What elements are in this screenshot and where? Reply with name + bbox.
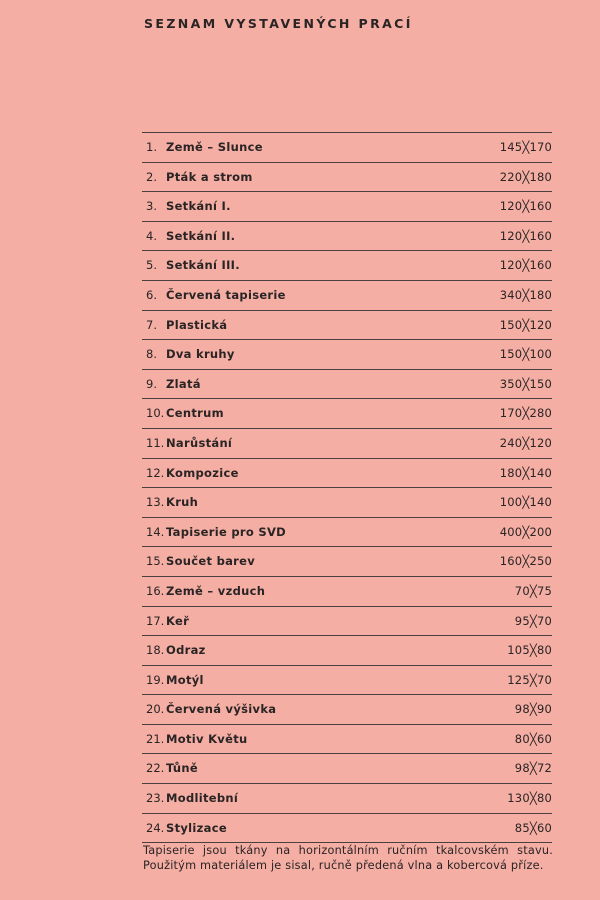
list-item	[142, 695, 552, 725]
list-item	[142, 370, 552, 400]
item-number: 3.	[146, 199, 157, 214]
list-item	[142, 163, 552, 193]
list-item	[142, 281, 552, 311]
list-item	[142, 725, 552, 755]
item-size: 170╳280	[499, 406, 552, 421]
item-size: 340╳180	[499, 287, 552, 302]
item-title: Motiv Květu	[166, 731, 248, 746]
item-number: 15.	[146, 554, 165, 569]
item-title: Tůně	[166, 761, 198, 776]
item-size: 180╳140	[499, 465, 552, 480]
list-item	[142, 607, 552, 637]
item-title: Narůstání	[166, 435, 233, 450]
list-item	[142, 311, 552, 341]
item-title: Odraz	[166, 643, 206, 658]
item-size: 145╳170	[499, 140, 552, 154]
item-number: 12.	[146, 465, 165, 480]
item-number: 4.	[146, 228, 157, 243]
list-item	[142, 399, 552, 429]
item-number: 8.	[146, 347, 157, 362]
item-title: Centrum	[166, 406, 224, 421]
item-size: 105╳80	[507, 643, 552, 658]
list-item	[142, 429, 552, 459]
item-size: 95╳70	[514, 613, 552, 628]
list-item	[142, 666, 552, 696]
item-size: 80╳60	[514, 731, 552, 746]
list-item	[142, 459, 552, 489]
item-title: Setkání II.	[166, 228, 236, 243]
item-size: 98╳90	[514, 702, 552, 717]
item-title: Setkání III.	[166, 258, 240, 273]
item-title: Modlitební	[166, 791, 239, 806]
item-title: Plastická	[166, 317, 228, 332]
item-size: 70╳75	[514, 583, 552, 598]
item-number: 19.	[146, 672, 165, 687]
item-number: 14.	[146, 524, 165, 539]
item-number: 24.	[146, 820, 165, 835]
footnote: Tapiserie jsou tkány na horizontálním ručním tkalcovském stavu. Použitým materiálem je sisal, ručně předená vlna a kobercová příze.	[143, 844, 553, 872]
list-item	[142, 133, 552, 163]
item-title: Země – vzduch	[166, 583, 266, 598]
item-size: 150╳120	[499, 317, 552, 332]
item-title: Kompozice	[166, 465, 239, 480]
list-item	[142, 636, 552, 666]
list-item	[142, 784, 552, 814]
item-number: 6.	[146, 287, 157, 302]
list-item	[142, 488, 552, 518]
list-item	[142, 814, 552, 844]
item-number: 7.	[146, 317, 157, 332]
list-item	[142, 251, 552, 281]
item-title: Keř	[166, 613, 190, 628]
item-title: Červená tapiserie	[166, 287, 286, 302]
item-number: 2.	[146, 169, 157, 184]
item-size: 160╳250	[499, 554, 552, 569]
item-title: Součet barev	[166, 554, 256, 569]
item-number: 13.	[146, 495, 165, 510]
item-number: 1.	[146, 140, 157, 154]
list-item	[142, 192, 552, 222]
item-size: 85╳60	[514, 820, 552, 835]
list-item	[142, 222, 552, 252]
item-size: 120╳160	[499, 199, 552, 214]
item-number: 9.	[146, 376, 157, 391]
works-list	[142, 132, 552, 843]
item-number: 11.	[146, 435, 165, 450]
page-title: SEZNAM VYSTAVENÝCH PRACÍ	[144, 16, 413, 31]
item-size: 240╳120	[499, 435, 552, 450]
list-item	[142, 340, 552, 370]
item-title: Zlatá	[166, 376, 201, 391]
item-title: Tapiserie pro SVD	[166, 524, 286, 539]
list-item	[142, 577, 552, 607]
item-number: 21.	[146, 731, 165, 746]
item-title: Červená výšivka	[166, 702, 277, 717]
item-number: 22.	[146, 761, 165, 776]
item-size: 350╳150	[499, 376, 552, 391]
item-number: 20.	[146, 702, 165, 717]
item-size: 130╳80	[507, 791, 552, 806]
item-size: 150╳100	[499, 347, 552, 362]
item-title: Kruh	[166, 495, 199, 510]
item-size: 120╳160	[499, 258, 552, 273]
item-number: 23.	[146, 791, 165, 806]
list-item	[142, 518, 552, 548]
list-item	[142, 547, 552, 577]
item-number: 16.	[146, 583, 165, 598]
item-number: 10.	[146, 406, 165, 421]
item-title: Stylizace	[166, 820, 227, 835]
item-size: 400╳200	[499, 524, 552, 539]
item-size: 125╳70	[507, 672, 552, 687]
item-title: Motýl	[166, 672, 204, 687]
item-size: 220╳180	[499, 169, 552, 184]
item-size: 100╳140	[499, 495, 552, 510]
list-item	[142, 754, 552, 784]
item-size: 120╳160	[499, 228, 552, 243]
item-number: 17.	[146, 613, 165, 628]
item-size: 98╳72	[514, 761, 552, 776]
item-number: 5.	[146, 258, 157, 273]
item-title: Dva kruhy	[166, 347, 235, 362]
item-title: Pták a strom	[166, 169, 253, 184]
item-title: Země – Slunce	[166, 140, 263, 154]
item-title: Setkání I.	[166, 199, 231, 214]
item-number: 18.	[146, 643, 165, 658]
